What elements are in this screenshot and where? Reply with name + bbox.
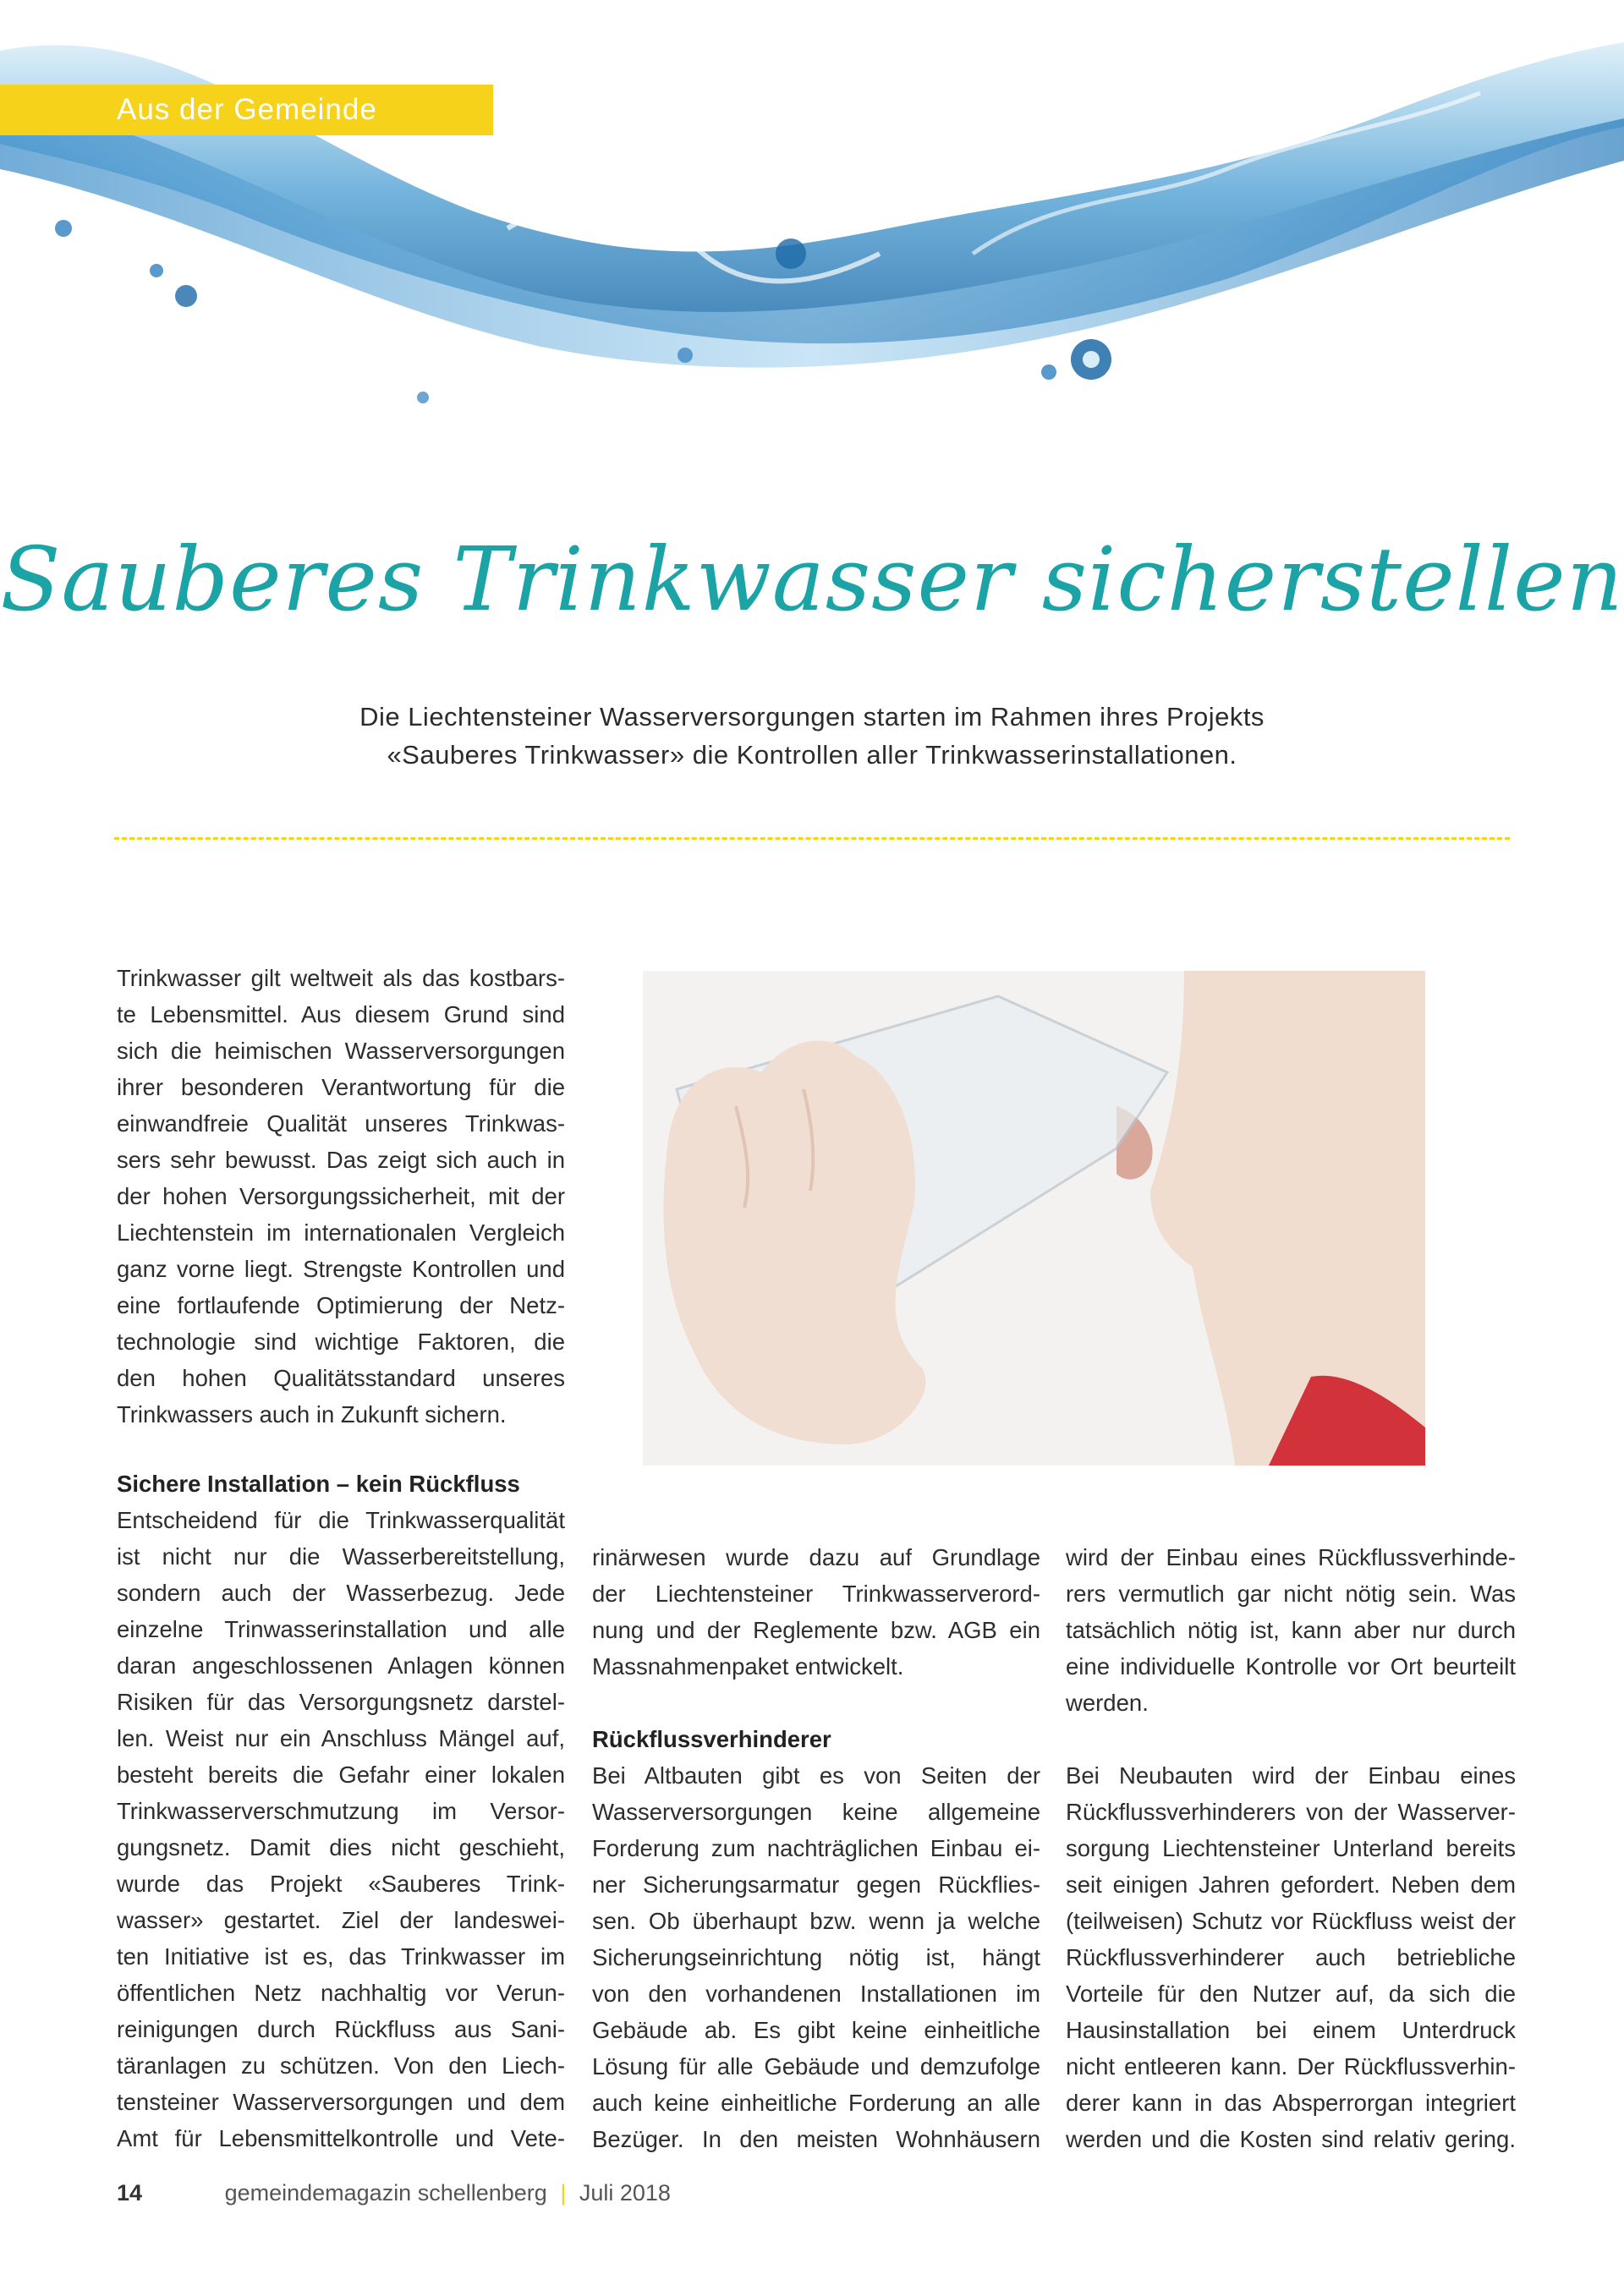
text-line: der hohen Versorgungssicherheit, mit der bbox=[117, 1183, 565, 1209]
page-number: 14 bbox=[117, 2180, 143, 2206]
text-line: Entscheidend für die Trinkwasserqualität bbox=[117, 1507, 565, 1533]
text-line: (teilweisen) Schutz vor Rückfluss weist der bbox=[1066, 1908, 1516, 1934]
text-line: Trinkwasserverschmutzung im Versor- bbox=[117, 1798, 565, 1824]
text-line: den hohen Qualitätsstandard unseres bbox=[117, 1365, 565, 1391]
text-line: ist nicht nur die Wasserbereitstellung, bbox=[117, 1543, 565, 1570]
water-splash-image bbox=[0, 0, 1624, 440]
text-line: öffentlichen Netz nachhaltig vor Verun- bbox=[117, 1980, 565, 2006]
paragraph-gap bbox=[592, 1685, 1040, 1721]
intro-paragraph bbox=[117, 960, 565, 1433]
text-line: Wasserversorgungen keine allgemeine bbox=[592, 1799, 1040, 1825]
text-line: tensteiner Wasserversorgungen und dem bbox=[117, 2089, 565, 2115]
text-line: rinärwesen wurde dazu auf Grundlage bbox=[592, 1544, 1040, 1570]
text-line: Lösung für alle Gebäude und demzufolge bbox=[592, 2053, 1040, 2080]
text-line: Gebäude ab. Es gibt keine einheitliche bbox=[592, 2017, 1040, 2043]
text-line: Amt für Lebensmittelkontrolle und Vete- bbox=[117, 2125, 565, 2151]
footer-separator: | bbox=[560, 2180, 567, 2206]
text-line: der Liechtensteiner Trinkwasserverord- bbox=[592, 1581, 1040, 1607]
text-line: von den vorhandenen Installationen im bbox=[592, 1981, 1040, 2007]
section-installation bbox=[117, 1466, 565, 2156]
text-line: reinigungen durch Rückfluss aus Sani- bbox=[117, 2016, 565, 2042]
text-line: ten Initiative ist es, das Trinkwasser im bbox=[117, 1943, 565, 1970]
section-tag: Aus der Gemeinde bbox=[0, 85, 493, 135]
text-line: sers sehr bewusst. Das zeigt sich auch in bbox=[117, 1147, 565, 1173]
column-three bbox=[1066, 1539, 1516, 2157]
text-line: Rückflussverhinderer auch betriebliche bbox=[1066, 1944, 1516, 1970]
text-line: daran angeschlossenen Anlagen können bbox=[117, 1652, 565, 1679]
text-line: sich die heimischen Wasserversorgungen bbox=[117, 1038, 565, 1064]
text-line: derer kann in das Absperrorgan integriert bbox=[1066, 2090, 1516, 2116]
text-line: rers vermutlich gar nicht nötig sein. Was bbox=[1066, 1581, 1516, 1607]
text-line: Risiken für das Versorgungsnetz darstel- bbox=[117, 1689, 565, 1715]
lead-line: «Sauberes Trinkwasser» die Kontrollen aller Trinkwasserinstallationen. bbox=[387, 740, 1237, 770]
text-line: nung und der Reglemente bzw. AGB ein bbox=[592, 1617, 1040, 1643]
article-title: Sauberes Trinkwasser sicherstellen bbox=[0, 528, 1624, 631]
page-footer bbox=[117, 2180, 671, 2206]
issue-date: Juli 2018 bbox=[579, 2180, 671, 2206]
text-line: Hausinstallation bei einem Unterdruck bbox=[1066, 2017, 1516, 2043]
text-line: Bei Altbauten gibt es von Seiten der bbox=[592, 1762, 1040, 1789]
text-line: eine fortlaufende Optimierung der Netz- bbox=[117, 1292, 565, 1318]
text-line: wasser» gestartet. Ziel der landeswei- bbox=[117, 1907, 565, 1933]
publication-name: gemeindemagazin schellenberg bbox=[224, 2180, 547, 2206]
column-two bbox=[592, 1539, 1040, 2157]
text-line: täranlagen zu schützen. Von den Liech- bbox=[117, 2052, 565, 2079]
child-drinking-water-photo bbox=[643, 971, 1425, 1466]
text-line: Sicherungseinrichtung nötig ist, hängt bbox=[592, 1944, 1040, 1970]
text-line: Bezüger. In den meisten Wohnhäusern bbox=[592, 2126, 1040, 2152]
text-line: besteht bereits die Gefahr einer lokalen bbox=[117, 1762, 565, 1788]
text-line: einzelne Trinwasserinstallation und alle bbox=[117, 1616, 565, 1642]
text-line: sorgung Liechtensteiner Unterland bereits bbox=[1066, 1835, 1516, 1861]
text-line: werden und die Kosten sind relativ gering. bbox=[1066, 2126, 1516, 2152]
text-line: te Lebensmittel. Aus diesem Grund sind bbox=[117, 1001, 565, 1027]
text-line: Massnahmenpaket entwickelt. bbox=[592, 1653, 904, 1680]
lead-line: Die Liechtensteiner Wasserversorgungen starten im Rahmen ihres Projekts bbox=[359, 702, 1265, 732]
text-line: sondern auch der Wasserbezug. Jede bbox=[117, 1580, 565, 1606]
text-line: ganz vorne liegt. Strengste Kontrollen und bbox=[117, 1256, 565, 1282]
text-line: gungsnetz. Damit dies nicht geschieht, bbox=[117, 1834, 565, 1860]
text-line: Forderung zum nachträglichen Einbau ei- bbox=[592, 1835, 1040, 1861]
text-line: wurde das Projekt «Sauberes Trink- bbox=[117, 1871, 565, 1897]
text-line: ihrer besonderen Verantwortung für die bbox=[117, 1074, 565, 1100]
text-line: wird der Einbau eines Rückflussverhinde- bbox=[1066, 1544, 1516, 1570]
text-line: Liechtenstein im internationalen Vergleich bbox=[117, 1219, 565, 1246]
subheading: Rückflussverhinderer bbox=[592, 1726, 831, 1752]
paragraph-gap bbox=[1066, 1721, 1516, 1757]
text-line: einwandfreie Qualität unseres Trinkwas- bbox=[117, 1110, 565, 1137]
subheading: Sichere Installation – kein Rückfluss bbox=[117, 1471, 520, 1497]
text-line: ner Sicherungsarmatur gegen Rückflies- bbox=[592, 1871, 1040, 1898]
text-line: sen. Ob überhaupt bzw. wenn ja welche bbox=[592, 1908, 1040, 1934]
text-line: nicht entleeren kann. Der Rückflussverhin- bbox=[1066, 2053, 1516, 2080]
text-line: Bei Neubauten wird der Einbau eines bbox=[1066, 1762, 1516, 1789]
text-line: seit einigen Jahren gefordert. Neben dem bbox=[1066, 1871, 1516, 1898]
text-line: tatsächlich nötig ist, kann aber nur durch bbox=[1066, 1617, 1516, 1643]
article-lead bbox=[262, 698, 1362, 774]
text-line: technologie sind wichtige Faktoren, die bbox=[117, 1329, 565, 1355]
text-line: werden. bbox=[1066, 1690, 1149, 1716]
text-line: Trinkwassers auch in Zukunft sichern. bbox=[117, 1401, 507, 1427]
text-line: eine individuelle Kontrolle vor Ort beurteilt bbox=[1066, 1653, 1516, 1680]
dashed-divider bbox=[114, 837, 1510, 840]
text-line: Vorteile für den Nutzer auf, da sich die bbox=[1066, 1981, 1516, 2007]
text-line: Trinkwasser gilt weltweit als das kostbars- bbox=[117, 965, 565, 991]
text-line: len. Weist nur ein Anschluss Mängel auf, bbox=[117, 1725, 565, 1751]
text-line: auch keine einheitliche Forderung an alle bbox=[592, 2090, 1040, 2116]
text-line: Rückflussverhinderers von der Wasserver- bbox=[1066, 1799, 1516, 1825]
